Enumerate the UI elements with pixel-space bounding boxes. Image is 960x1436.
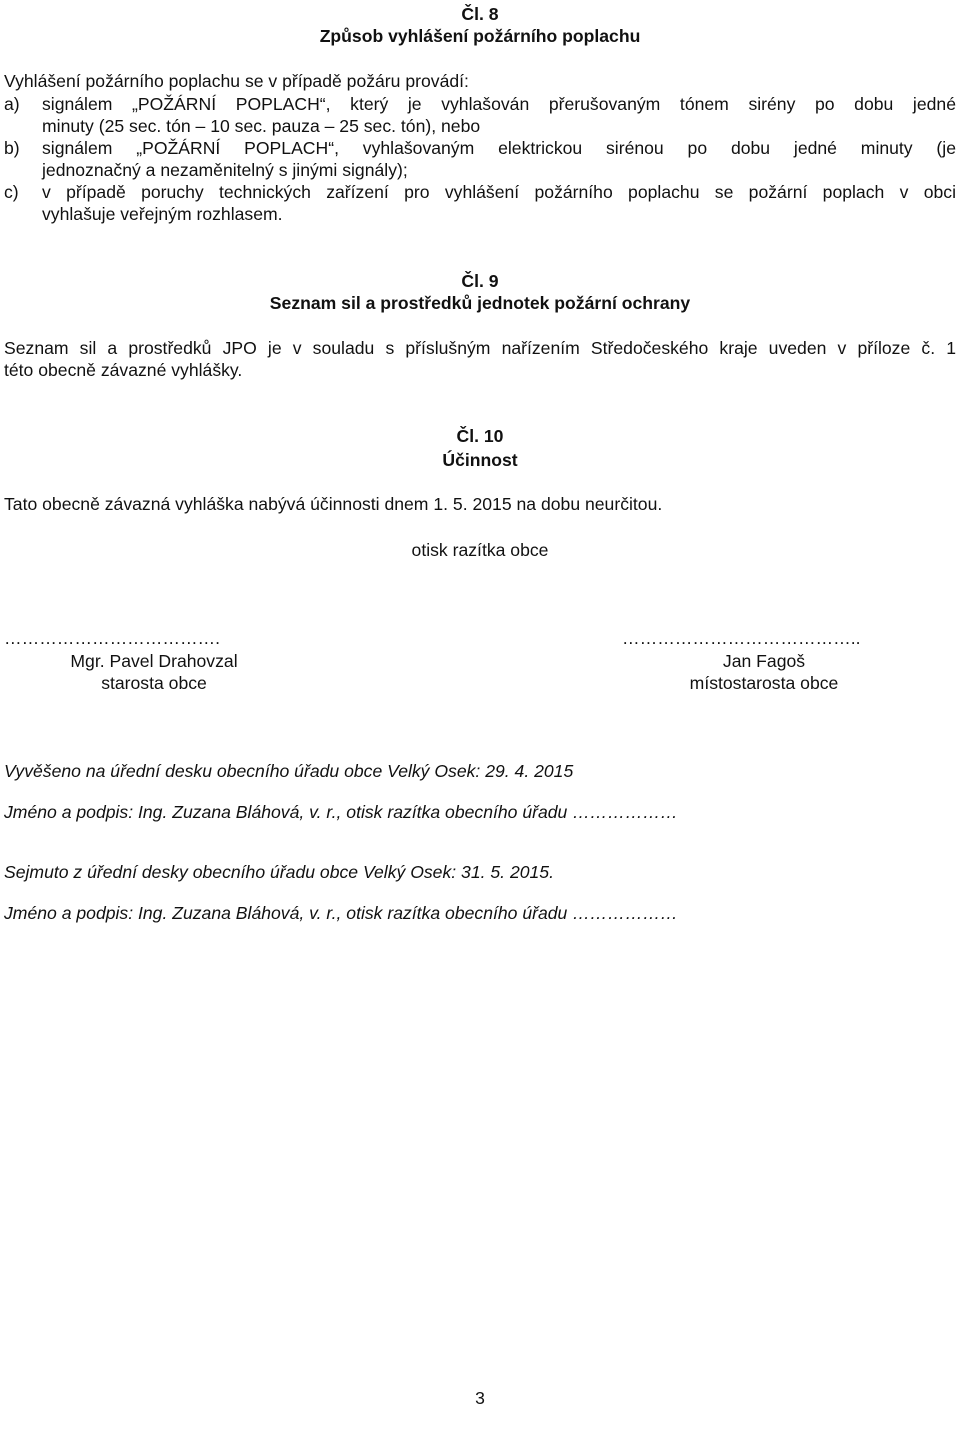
article-9-title: Seznam sil a prostředků jednotek požární ochrany [269, 293, 691, 313]
page-number: 3 [475, 1388, 485, 1408]
list-item-a-line-1: signálem „POŽÁRNÍ POPLACH“, který je vyhlašován přerušovaným tónem sirény po dobu jedné [42, 94, 956, 114]
list-item-a-line-2: minuty (25 sec. tón – 10 sec. pauza – 25 sec. tón), nebo [42, 116, 481, 136]
article-9-line-1: Seznam sil a prostředků JPO je v souladu s příslušným nařízením Středočeského kraje uveden v příloze č. 1 [4, 338, 956, 358]
article-8-number: Čl. 8 [461, 4, 499, 24]
posted-signature: Jméno a podpis: Ing. Zuzana Bláhová, v. r., otisk razítka obecního úřadu ……………… [4, 802, 678, 822]
removed-notice: Sejmuto z úřední desky obecního úřadu obce Velký Osek: 31. 5. 2015. [4, 862, 554, 882]
removed-signature: Jméno a podpis: Ing. Zuzana Bláhová, v. r., otisk razítka obecního úřadu ……………… [4, 903, 678, 923]
signature-line-right: ………………………………….. [622, 628, 861, 648]
article-9-number: Čl. 9 [461, 271, 499, 291]
document-page [4, 0, 956, 1436]
list-marker: b) [4, 138, 20, 158]
list-marker: c) [4, 182, 19, 202]
list-item-c-line-2: vyhlašuje veřejným rozhlasem. [42, 204, 283, 224]
article-9-line-2: této obecně závazné vyhlášky. [4, 360, 243, 380]
list-item-b-line-2: jednoznačný a nezaměnitelný s jinými signály); [42, 160, 408, 180]
list-marker: a) [4, 94, 20, 114]
article-10-title: Účinnost [442, 450, 518, 470]
signatory-role-right: místostarosta obce [689, 673, 839, 693]
article-10-number: Čl. 10 [456, 426, 504, 446]
signatory-role-left: starosta obce [101, 673, 207, 693]
signatory-name-left: Mgr. Pavel Drahovzal [70, 651, 238, 671]
posted-notice: Vyvěšeno na úřední desku obecního úřadu obce Velký Osek: 29. 4. 2015 [4, 761, 574, 781]
article-8-intro: Vyhlášení požárního poplachu se v případě požáru provádí: [4, 71, 469, 91]
signature-line-left: ………………………………. [4, 628, 221, 648]
article-10-text: Tato obecně závazná vyhláška nabývá účinnosti dnem 1. 5. 2015 na dobu neurčitou. [4, 494, 663, 514]
list-item-c-line-1: v případě poruchy technických zařízení pro vyhlášení požárního poplachu se požární poplach v obci [42, 182, 956, 202]
list-item-b-line-1: signálem „POŽÁRNÍ POPLACH“, vyhlašovaným elektrickou sirénou po dobu jedné minuty (je [42, 138, 956, 158]
stamp-placeholder: otisk razítka obce [411, 540, 549, 560]
article-8-title: Způsob vyhlášení požárního poplachu [319, 26, 641, 46]
signatory-name-right: Jan Fagoš [722, 651, 806, 671]
